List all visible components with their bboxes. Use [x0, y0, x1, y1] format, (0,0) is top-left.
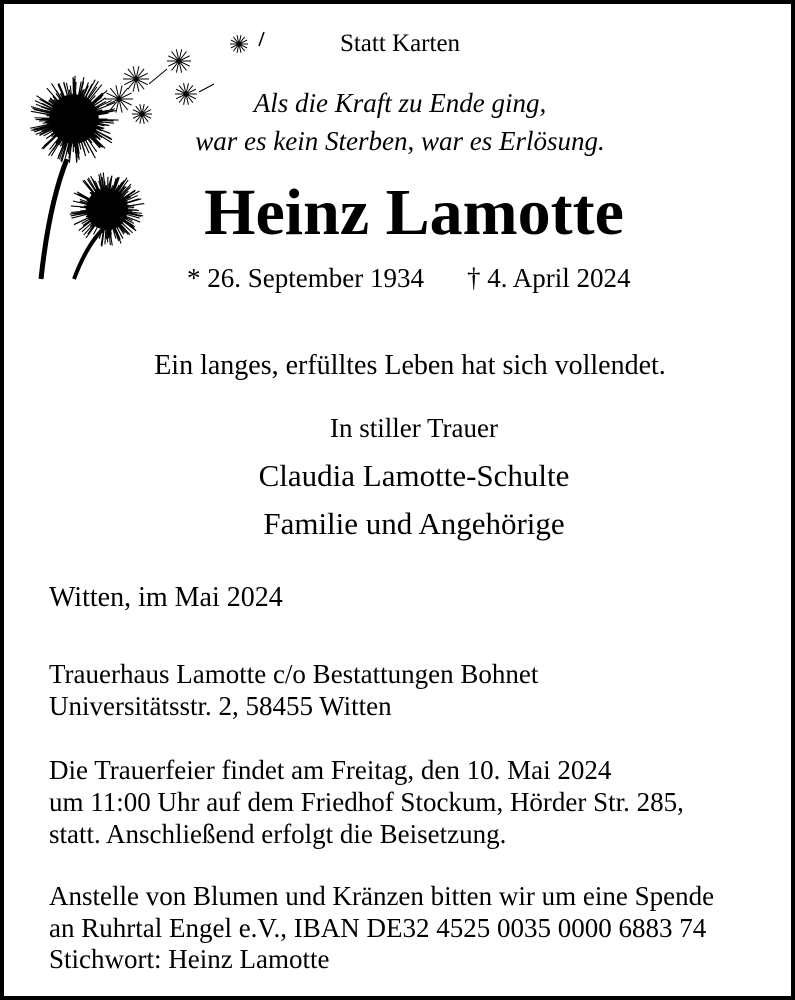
donation-line: an Ruhrtal Engel e.V., IBAN DE32 4525 0035 0000 6883 74 [49, 913, 707, 943]
tagline: Ein langes, erfülltes Leben hat sich vollendet. [154, 350, 666, 381]
donation-line: Anstelle von Blumen und Kränzen bitten wir um eine Spende [49, 881, 715, 911]
ceremony-line: statt. Anschließend erfolgt die Beisetzung. [49, 819, 507, 849]
verse-line-1: Als die Kraft zu Ende ging, [253, 88, 547, 118]
place-date: Witten, im Mai 2024 [49, 582, 283, 613]
mourning-intro: In stiller Trauer [330, 413, 498, 443]
address-line: Universitätsstr. 2, 58455 Witten [49, 691, 392, 721]
ceremony-line: Die Trauerfeier findet am Freitag, den 10. Mai 2024 [49, 755, 612, 785]
address-line: Trauerhaus Lamotte c/o Bestattungen Bohnet [49, 659, 539, 689]
verse-line-2: war es kein Sterben, war es Erlösung. [195, 126, 605, 156]
deceased-name: Heinz Lamotte [204, 176, 624, 249]
statt-karten-note: Statt Karten [339, 30, 461, 57]
donation-line: Stichwort: Heinz Lamotte [49, 944, 330, 974]
mourner-name: Familie und Angehörige [263, 506, 565, 541]
mourner-name: Claudia Lamotte-Schulte [258, 458, 570, 493]
death-date: † 4. April 2024 [467, 263, 631, 293]
birth-date: * 26. September 1934 [187, 263, 424, 293]
ceremony-line: um 11:00 Uhr auf dem Friedhof Stockum, Hörder Str. 285, [49, 787, 684, 817]
